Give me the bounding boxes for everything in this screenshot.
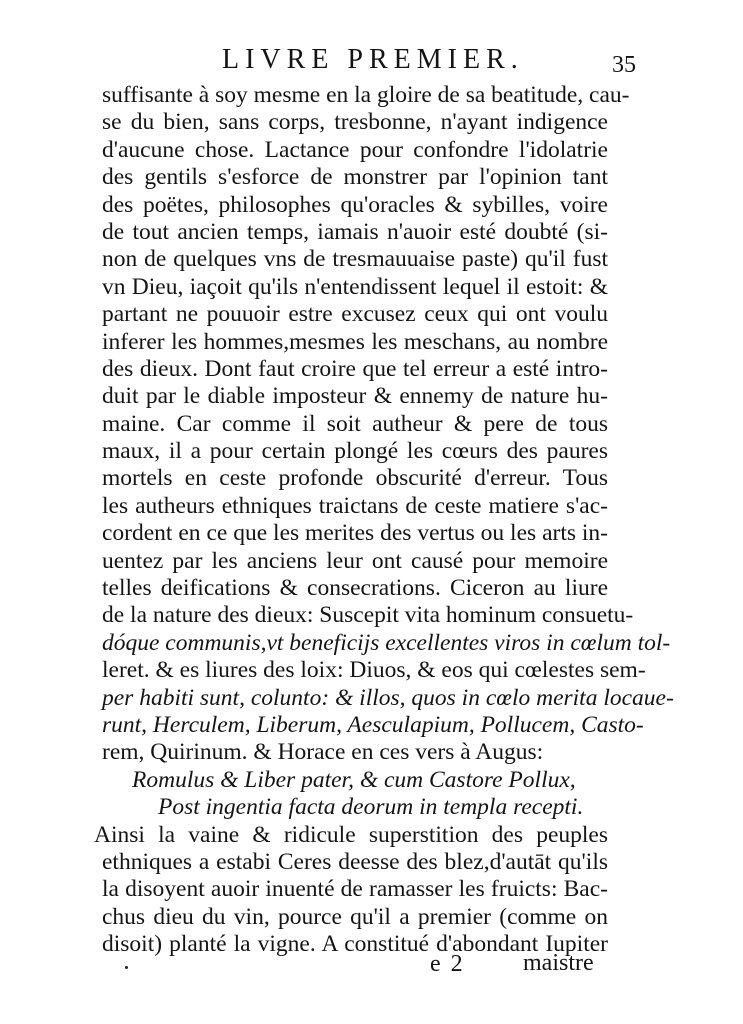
verse-line: Post ingentia facta deorum in templa recepti.: [158, 794, 584, 821]
text-line: se du bien, sans corps, tresbonne, n'ayant indigence: [102, 109, 608, 136]
text-line: la disoyent auoir inuenté de ramasser les fruicts: Bac-: [102, 876, 608, 903]
text-line: rem, Quirinum. & Horace en ces vers à Augus:: [102, 739, 544, 766]
text-line: de la nature des dieux: Suscepit vita hominum consuetu-: [102, 602, 634, 629]
text-line: d'aucune chose. Lactance pour confondre l'idolatrie: [102, 136, 608, 163]
latin-quote-line: dóque communis,vt beneficijs excellentes viros in cœlum tol-: [102, 629, 671, 656]
page-speck: [125, 966, 128, 969]
text-line: non de quelques vns de tresmauuaise paste) qu'il fust: [102, 246, 608, 273]
text-line: des gentils s'esforce de monstrer par l'opinion tant: [102, 164, 608, 191]
latin-quote-line: per habiti sunt, colunto: & illos, quos in cœlo merita locaue-: [102, 684, 674, 711]
text-line: uentez par les anciens leur ont causé pour memoire: [102, 547, 608, 574]
text-line: leret. & es liures des loix: Diuos, & eos qui cœlestes sem-: [102, 657, 646, 684]
catchword: maistre: [523, 950, 594, 976]
text-line: les autheurs ethniques traictans de ceste matiere s'ac-: [102, 492, 608, 519]
text-line: suffisante à soy mesme en la gloire de sa beatitude, cau-: [102, 82, 630, 108]
text-line: maux, il a pour certain plongé les cœurs des paures: [102, 438, 608, 465]
text-line: ethniques a estabi Ceres deesse des blez,d'autāt qu'ils: [102, 848, 608, 875]
signature-mark: e 2: [430, 951, 465, 977]
text-line: inferer les hommes,mesmes les meschans, au nombre: [102, 328, 608, 355]
text-line: maine. Car comme il soit autheur & pere de tous: [102, 410, 608, 437]
text-line: partant ne pouuoir estre excusez ceux qui ont voulu: [102, 301, 608, 328]
text-line: des dieux. Dont faut croire que tel erreur a esté intro-: [102, 355, 608, 382]
text-line: de tout ancien temps, iamais n'auoir esté doubté (si-: [102, 218, 608, 245]
text-line: duit par le diable imposteur & ennemy de nature hu-: [102, 383, 608, 410]
text-line: chus dieu du vin, pource qu'il a premier (comme on: [102, 903, 608, 930]
page-number: 35: [612, 52, 636, 78]
verse-line: Romulus & Liber pater, & cum Castore Pollux,: [132, 766, 576, 793]
latin-quote-line: runt, Herculem, Liberum, Aesculapium, Pollucem, Casto-: [102, 711, 644, 738]
text-line: telles deifications & consecrations. Ciceron au liure: [102, 575, 608, 602]
text-line: des poëtes, philosophes qu'oracles & sybilles, voire: [102, 191, 608, 218]
text-line: disoit) planté la vigne. A constitué d'abondant Iupiter: [102, 931, 608, 958]
running-head: LIVRE PREMIER.: [222, 44, 524, 75]
body-text: [94, 82, 674, 959]
text-line: mortels en ceste profonde obscurité d'erreur. Tous: [102, 465, 608, 492]
text-line: Ainsi la vaine & ridicule superstition des peuples: [94, 821, 608, 848]
text-line: cordent en ce que les merites des vertus ou les arts in-: [102, 520, 608, 547]
text-line: vn Dieu, iaçoit qu'ils n'entendissent lequel il estoit: &: [102, 273, 608, 300]
